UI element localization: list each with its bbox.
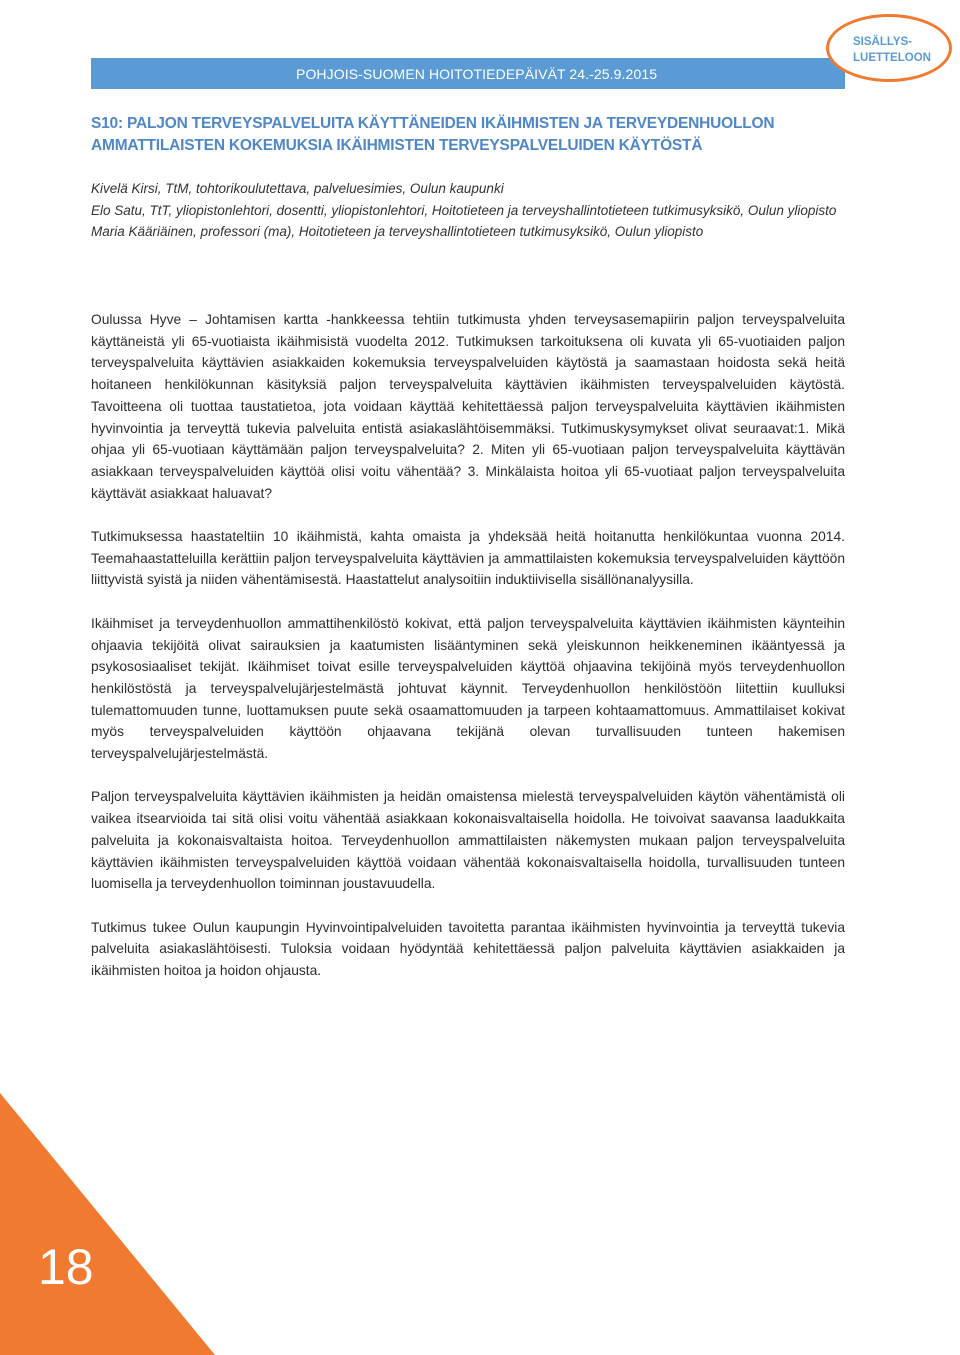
paragraph-3: Ikäihmiset ja terveydenhuollon ammattihenkilöstö kokivat, että paljon terveyspalveluita käyttävien ikäihmisten käynteihin ohjaavia tekijöitä olivat sairauksien ja kaatumisten lisääntyminen sekä yleiskunnon heikkeneminen ikääntyessä ja psykososiaaliset tekijät. Ikäihmiset toivat esille terveyspalveluiden käyttöä ohjaavina tekijöinä myös terveydenhuollon henkilöstöstä ja terveyspalvelujärjestelmästä johtuvat käynnit. Terveydenhuollon henkilöstöön liitettiin kuulluksi tulemattomuuden tunne, luottamuksen puute sekä osaamattomuuden ja tarpeen kohtaamattomuus. Ammattilaiset kokivat myös terveyspalveluiden käyttöön ohjaavana tekijänä olevan turvallisuuden tunteen hakemisen terveyspalvelujärjestelmästä. [91,615,845,762]
conference-title: POHJOIS-SUOMEN HOITOTIEDEPÄIVÄT 24.-25.9.2015 [296,66,658,82]
paragraph-4: Paljon terveyspalveluita käyttävien ikäihmisten ja heidän omaistensa mielestä terveyspalveluiden käytön vähentämistä oli vaikea itsearvioida tai sitä olisi voitu vähentää asiakkaan kokonaisvaltaisella hoidolla. He toivoivat saavansa laadukkaita palveluita ja kokonaisvaltaista hoitoa. Terveydenhuollon ammattilaisten näkemysten mukaan paljon terveyspalveluita käyttävien ikäihmisten terveyspalveluiden käyttöä voidaan vähentää kokonaisvaltaisella hoidolla, turvallisuuden tunteen luomisella ja terveydenhuollon toiminnan joustavuudella. [91,789,845,892]
paragraph-1: Oulussa Hyve – Johtamisen kartta -hankkeessa tehtiin tutkimusta yhden terveysasemapiirin paljon terveyspalveluita käyttäneistä yli 65-vuotiaista ikäihmisistä vuodelta 2012. Tutkimuksen tarkoituksena oli kuvata yli 65-vuotiaiden paljon terveyspalveluita käyttävien asiakkaiden kokemuksia terveyspalveluiden käytöstä ja saamastaan hoidosta sekä heitä hoitaneen henkilökunnan käsityksiä paljon terveyspalveluita käyttävien ikäihmisten terveyspalveluiden käytöstä. Tavoitteena oli tuottaa taustatietoa, jota voidaan käyttää kehitettäessä paljon terveyspalveluita käyttävien ikäihmisten hyvinvointia ja terveyttä tukevia palveluita entistä asiakaslähtöisemmäksi. Tutkimuskysymykset olivat seuraavat:1. Mikä ohjaa yli 65-vuotiaan käyttämään paljon terveyspalveluita? 2. Miten yli 65-vuotiaan paljon terveyspalveluita käyttävän asiakkaan terveyspalveluiden käyttöä olisi voitu vähentää? 3. Minkälaista hoitoa yli 65-vuotiaat paljon terveyspalveluita käyttävät asiakkaat haluavat? [91,312,845,501]
toc-label-line2: LUETTELOON [853,52,931,64]
article-title: S10: PALJON TERVEYSPALVELUITA KÄYTTÄNEIDEN IKÄIHMISTEN JA TERVEYDENHUOLLON AMMATTILAISTEN KOKEMUKSIA IKÄIHMISTEN TERVEYSPALVELUIDEN KÄYTÖSTÄ [91,115,775,154]
author-1: Kivelä Kirsi, TtM, tohtorikoulutettava, palveluesimies, Oulun kaupunki [91,181,504,196]
table-of-contents-link[interactable] [826,14,952,82]
author-3: Maria Kääriäinen, professori (ma), Hoitotieteen ja terveyshallintotieteen tutkimusyksikö, Oulun yliopisto [91,224,704,240]
author-list [91,178,845,243]
paragraph-2: Tutkimuksessa haastateltiin 10 ikäihmistä, kahta omaista ja yhdeksää heitä hoitanutta henkilökuntaa vuonna 2014. Teemahaastatteluilla kerättiin paljon terveyspalveluita käyttävien ja ammattilaisten kokemuksia terveyspalveluiden käyttöön liittyvistä syistä ja niiden vähentämisestä. Haastattelut analysoitiin induktiivisella sisällönanalyysilla. [91,529,845,588]
paragraph-5: Tutkimus tukee Oulun kaupungin Hyvinvointipalveluiden tavoitetta parantaa ikäihmisten hyvinvointia ja terveyttä tukevia palveluita asiakaslähtöisesti. Tuloksia voidaan hyödyntää kehitettäessä paljon palveluita käyttävien asiakkaiden ja ikäihmisten hoitoa ja hoidon ohjausta. [91,919,845,979]
toc-label-line1: SISÄLLYS- [853,36,913,48]
article-body [91,309,845,1003]
toc-label [853,34,931,66]
corner-triangle-decoration [0,1093,215,1355]
corner-triangle-shape [0,1093,215,1355]
page-number: 18 [38,1239,94,1295]
author-2: Elo Satu, TtT, yliopistonlehtori, dosentti, yliopistonlehtori, Hoitotieteen ja terveyshallintotieteen tutkimusyksikö, Oulun yliopisto [91,202,837,218]
